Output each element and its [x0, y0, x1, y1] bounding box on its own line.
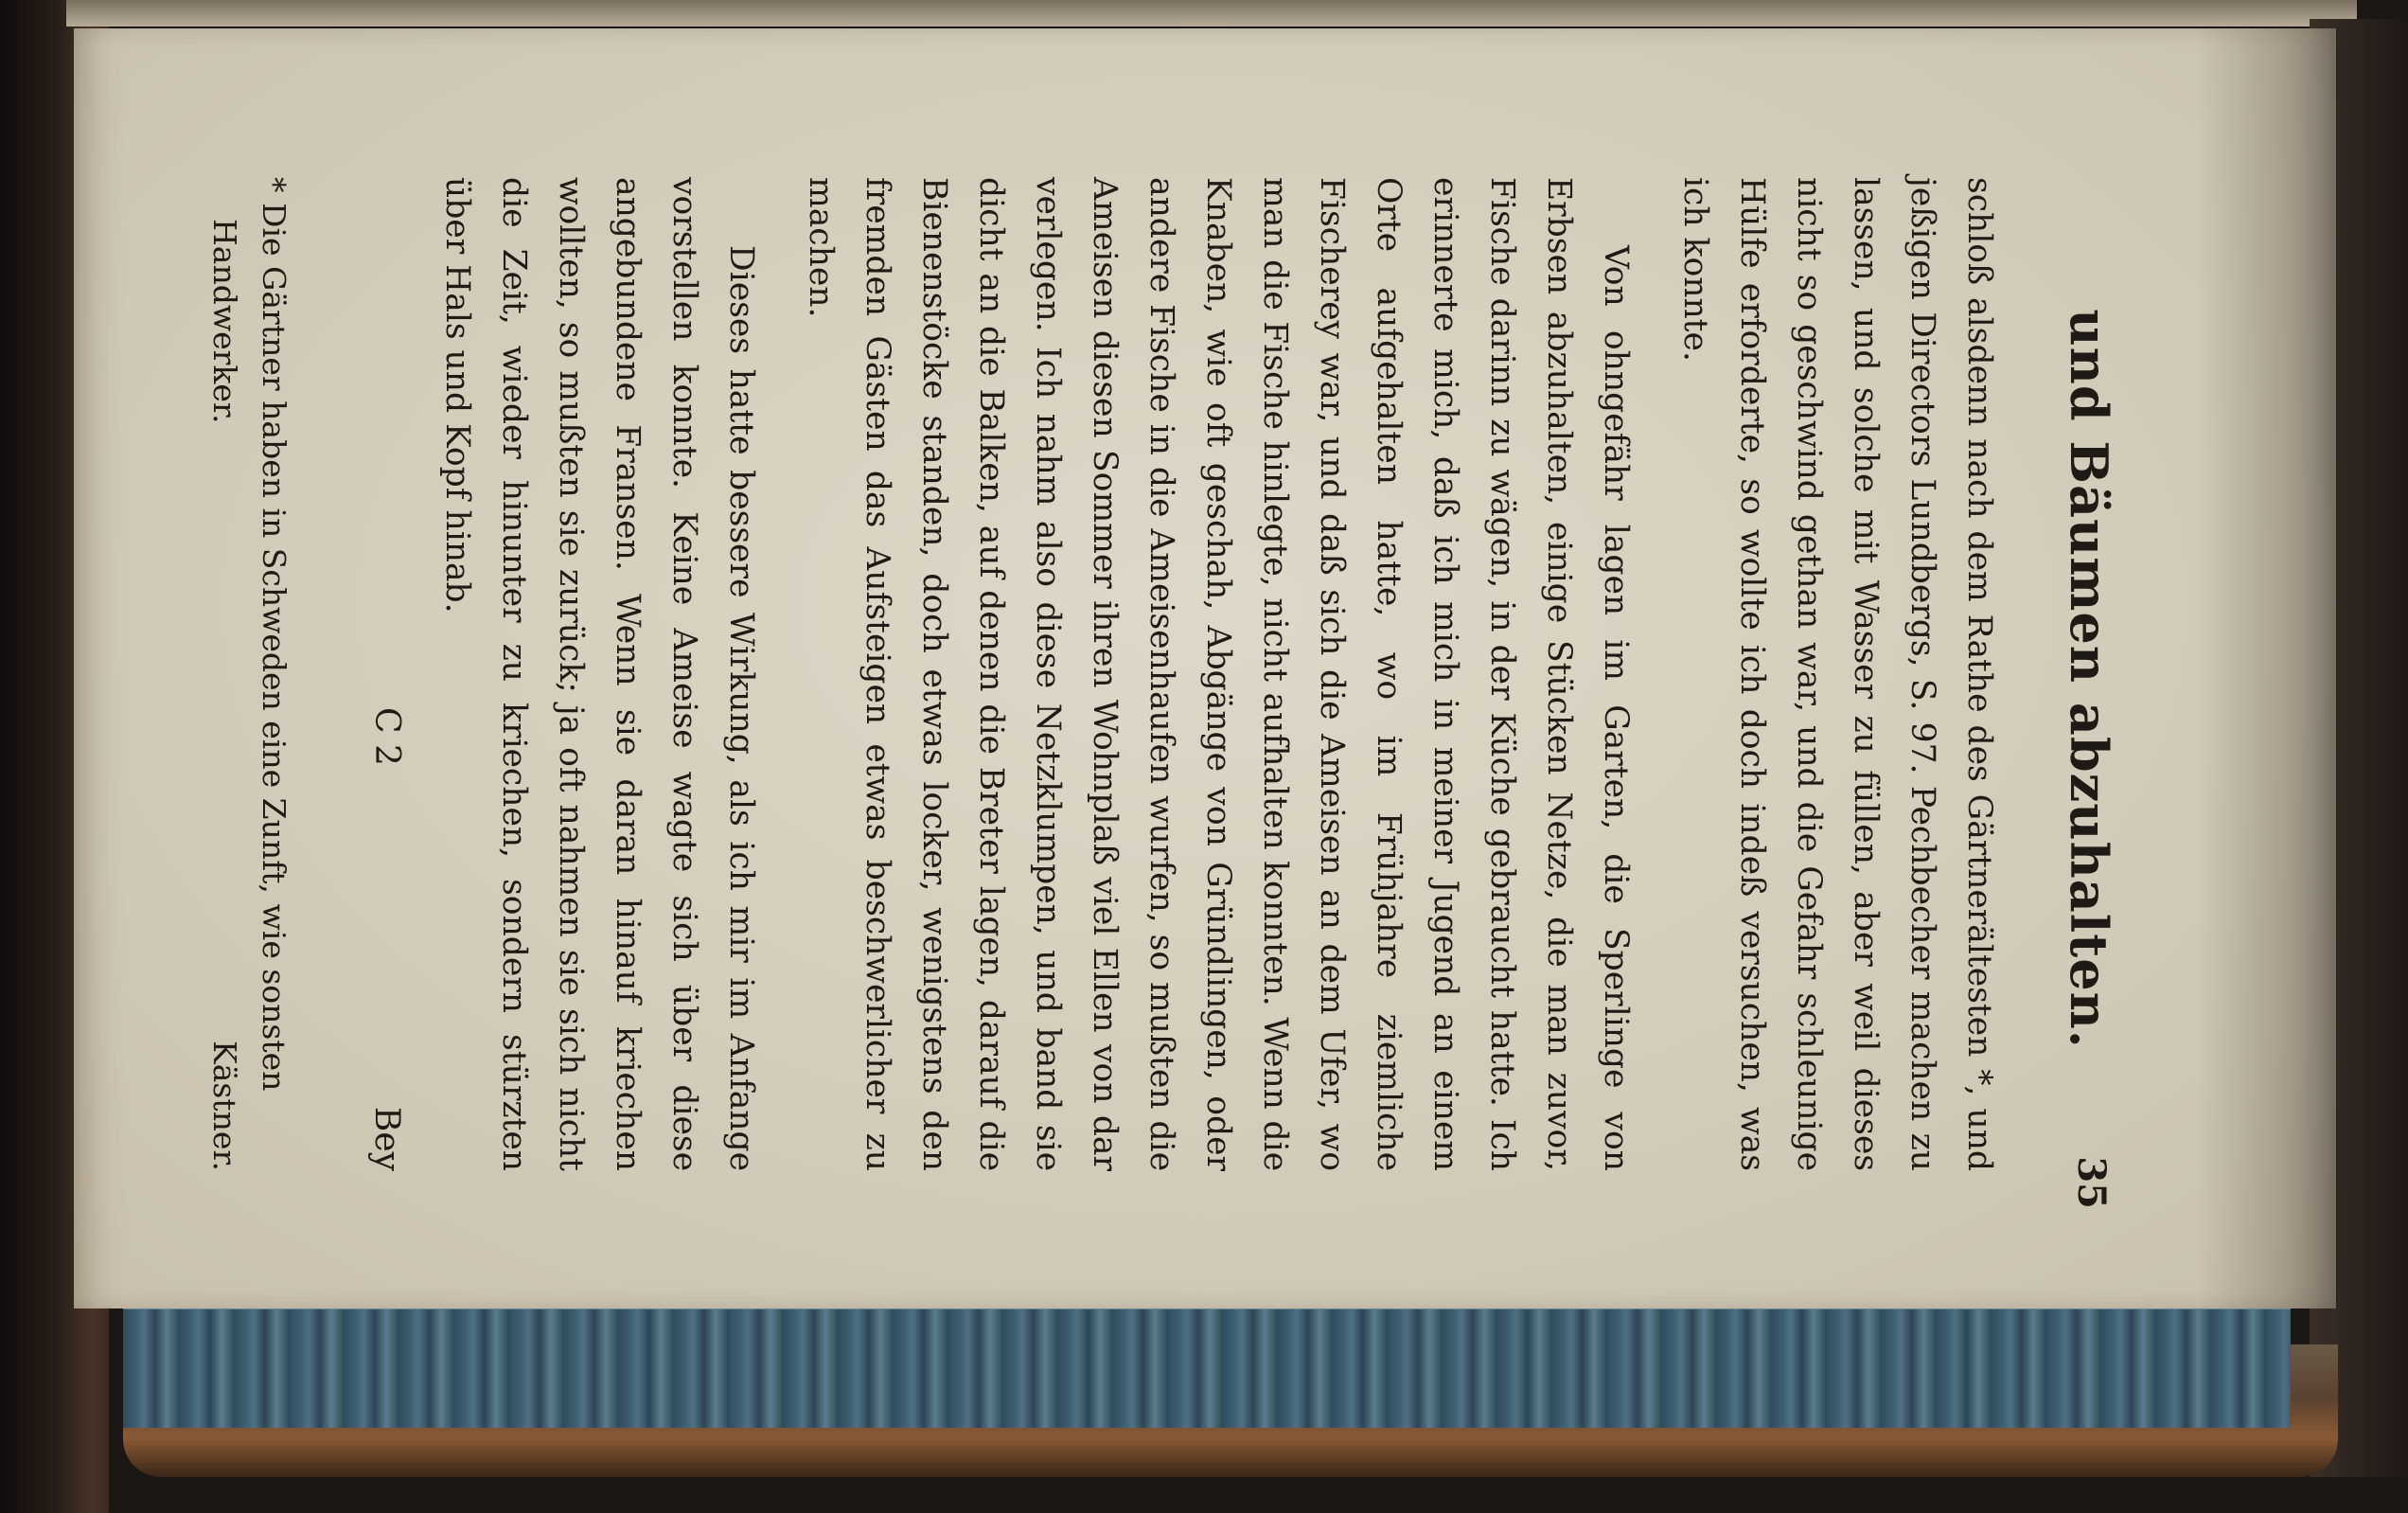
signature-mark: C 2	[367, 707, 406, 766]
marbled-page-edges	[123, 1307, 2291, 1428]
paragraph: Dieses hatte bessere Wirkung, als ich mir im Anfange vorstellen konnte. Keine Ameise wagte sich über diese angebundene Fransen. Wenn sie daran hinauf kriechen wollten, so mußten sie zurück; ja oft nahmen sie sich nicht die Zeit, wieder hinunter zu kriechen, sondern stürzten über Hals und Kopf hinab.	[438, 177, 760, 1171]
page-number: 35	[2069, 1156, 2114, 1209]
paragraph: Von ohngefähr lagen im Garten, die Sperlinge von Erbsen abzuhalten, einige Stücken Netze, die man zuvor, Fische darinn zu wägen, in der Küche gebraucht hatte. Ich erinnerte mich, daß ich mich in meiner Jugend an einem Orte aufgehalten hatte, wo im Frühjahre ziemliche Fischerey war, und daß sich die Ameisen an dem Ufer, wo man die Fische hinlegte, nicht aufhalten konnten. Wenn die Knaben, wie oft geschah, Abgänge von Gründlingen, oder andere Fische in die Ameisenhaufen wurfen, so mußten die Ameisen diesen Sommer ihren Wohnplaß viel Ellen von dar verlegen. Ich nahm also diese Netzklumpen, und band sie dicht an die Balken, auf denen die Breter lagen, darauf die Bienenstöcke standen, doch etwas locker, wenigstens den fremden Gästen das Aufsteigen etwas beschwerlicher zu machen.	[802, 177, 1635, 1171]
cover-edge-top	[66, 0, 2357, 27]
footnote-author: Kästner.	[206, 1041, 243, 1171]
page-gutter-shadow	[2196, 28, 2338, 1308]
body-text	[429, 177, 2008, 1171]
footnote	[200, 177, 298, 1171]
page-title: und Bäumen abzuhalten.	[2059, 309, 2119, 1049]
printed-text-block	[107, 111, 2151, 1247]
signature-row	[340, 177, 406, 1171]
paragraph: schloß alsdenn nach dem Rathe des Gärtnerältesten *, und jeßigen Directors Lundbergs, S. 97. Pechbecher machen zu lassen, und solche mit Wasser zu füllen, aber weil dieses nicht so geschwind gethan war, und die Gefahr schleunige Hülfe erforderte, so wollte ich doch indeß versuchen, was ich konnte.	[1676, 177, 1998, 1171]
footnote-text: * Die Gärtner haben in Schweden eine Zunft, wie sonsten Handwerker.	[206, 177, 292, 1092]
running-header	[2034, 111, 2119, 1247]
catchword: Bey	[367, 1106, 406, 1171]
